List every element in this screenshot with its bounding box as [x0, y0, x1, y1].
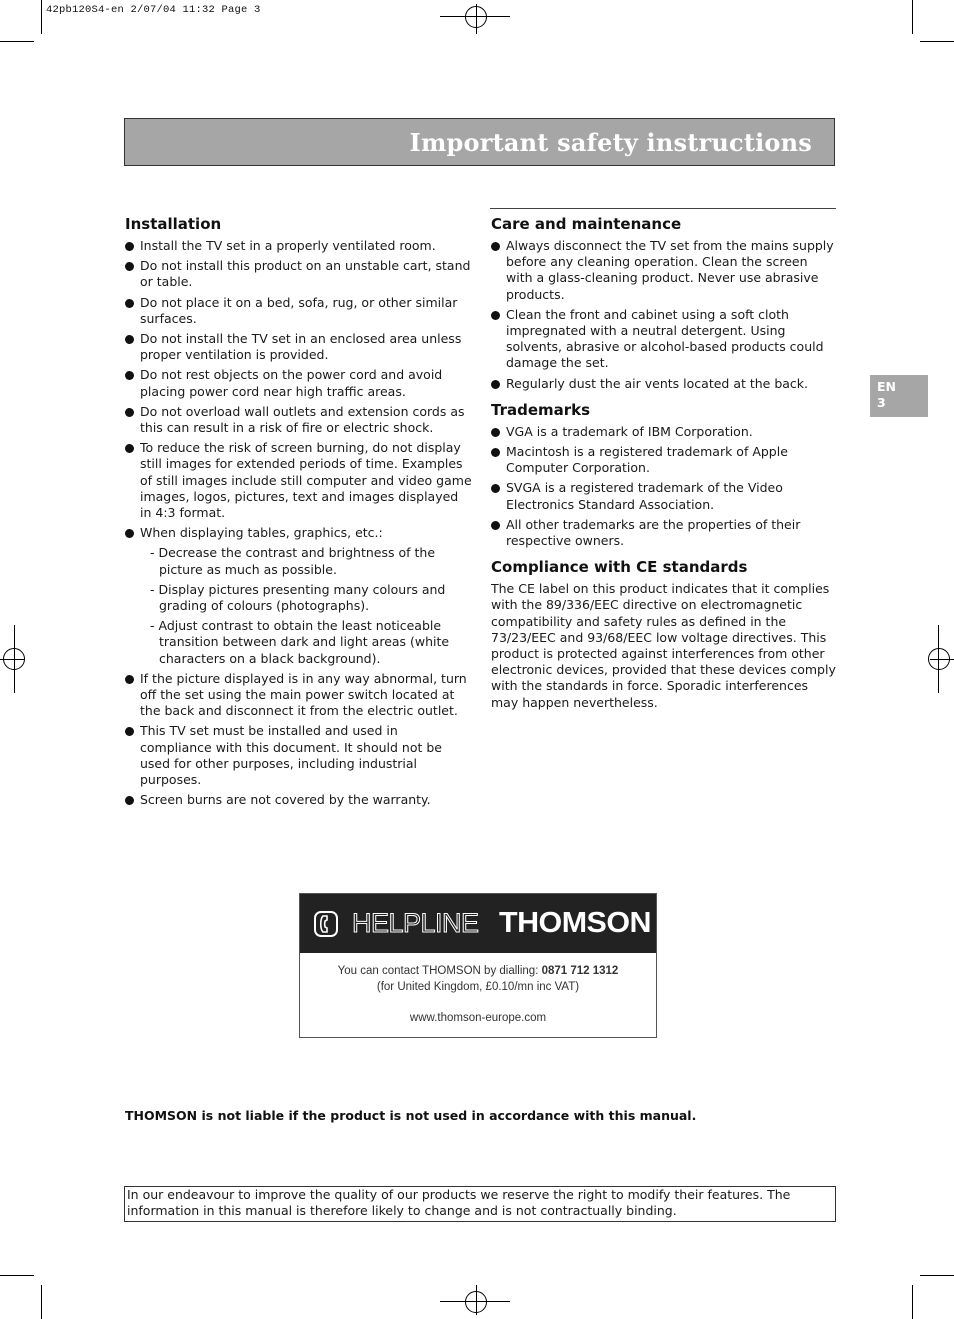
language-page-tab [870, 375, 928, 417]
registration-circle [465, 1291, 487, 1313]
thomson-logo: THOMSON [498, 907, 651, 939]
crop-mark [920, 1275, 954, 1276]
page-title: Important safety instructions [409, 127, 812, 157]
list-item: Screen burns are not covered by the warranty. [125, 792, 473, 808]
crop-mark [912, 0, 913, 34]
list-item: Do not rest objects on the power cord and avoid placing power cord near high traffic areas. [125, 367, 473, 399]
list-item: When displaying tables, graphics, etc.: [125, 525, 473, 541]
disclaimer-brand: THOMSON [125, 1108, 198, 1123]
list-item: SVGA is a registered trademark of the Video Electronics Standard Association. [491, 480, 836, 512]
sub-list-item: - Display pictures presenting many colours and grading of colours (photographs). [150, 581, 446, 614]
right-column-rule [490, 208, 836, 209]
trademarks-list [491, 424, 836, 549]
list-item: Regularly dust the air vents located at the back. [491, 376, 836, 392]
installation-section [125, 214, 473, 813]
list-item: VGA is a trademark of IBM Corporation. [491, 424, 836, 440]
helpline-url[interactable]: www.thomson-europe.com [409, 1012, 547, 1024]
crop-mark [0, 41, 34, 42]
sub-list-item: - Adjust contrast to obtain the least noticeable transition between dark and light areas (white characters on a black background). [150, 618, 450, 666]
helpline-banner [300, 894, 656, 953]
registration-circle [928, 648, 950, 670]
list-item: Clean the front and cabinet using a soft cloth impregnated with a neutral detergent. Using solvents, abrasive or alcohol-based products could damage the set. [491, 307, 836, 372]
registration-circle [3, 648, 25, 670]
notice-text: In our endeavour to improve the quality of our products we reserve the right to modify their features. The information in this manual is therefore likely to change and is not contractually binding. [127, 1187, 791, 1218]
list-item: Do not overload wall outlets and extension cords as this can result in a risk of fire or electric shock. [125, 404, 473, 436]
crop-mark [912, 1285, 913, 1319]
page-number: 3 [877, 395, 886, 410]
list-item: To reduce the risk of screen burning, do not display still images for extended periods of time. Examples of still images include still computer and video game images, logos, pictures, text and images displayed in 4:3 format. [125, 440, 473, 521]
list-item: Do not install this product on an unstable cart, stand or table. [125, 258, 473, 290]
helpline-contact [300, 963, 656, 979]
trademarks-heading: Trademarks [491, 400, 591, 419]
liability-disclaimer [125, 1108, 696, 1123]
compliance-text: The CE label on this product indicates that it complies with the 89/336/EEC directive on electromagnetic compatibility and safety rules as defined in the 73/23/EEC and 93/68/EEC low voltage directives. This product is protected against interferences from other electronic devices, provided that these devices comply with the standards in force. Sporadic interferences may happen nevertheless. [491, 581, 836, 710]
helpline-rate: (for United Kingdom, £0.10/mn inc VAT) [376, 981, 580, 993]
installation-heading: Installation [125, 215, 222, 233]
list-item: If the picture displayed is in any way abnormal, turn off the set using the main power switch located at the back and disconnect it from the electric outlet. [125, 671, 473, 720]
list-item: Do not place it on a bed, sofa, rug, or other similar surfaces. [125, 295, 473, 327]
helpline-details [300, 953, 656, 1026]
helpline-box [299, 893, 657, 1038]
installation-list-continued [125, 671, 473, 809]
right-column [491, 214, 836, 711]
list-item: Install the TV set in a properly ventilated room. [125, 238, 473, 254]
care-heading: Care and maintenance [491, 215, 682, 233]
phone-icon [314, 911, 338, 937]
compliance-heading: Compliance with CE standards [491, 558, 748, 577]
contact-prefix: You can contact THOMSON by dialling: [337, 965, 542, 977]
display-tips-list [125, 545, 473, 666]
disclaimer-text: is not liable if the product is not used in accordance with this manual. [197, 1108, 697, 1123]
list-item: Do not install the TV set in an enclosed area unless proper ventilation is provided. [125, 331, 473, 363]
crop-mark [0, 1275, 34, 1276]
title-bar [124, 118, 835, 166]
print-slug: 42pb120S4-en 2/07/04 11:32 Page 3 [46, 4, 261, 16]
helpline-phone: 0871 712 1312 [541, 965, 619, 977]
helpline-label: HELPLINE [352, 908, 479, 938]
crop-mark [920, 41, 954, 42]
list-item: Macintosh is a registered trademark of Apple Computer Corporation. [491, 444, 836, 476]
language-label: EN [877, 379, 897, 394]
list-item: This TV set must be installed and used in compliance with this document. It should not be used for other purposes, including industrial purposes. [125, 723, 473, 788]
list-item: All other trademarks are the properties of their respective owners. [491, 517, 836, 549]
registration-circle [465, 6, 487, 28]
sub-list-item: - Decrease the contrast and brightness of the picture as much as possible. [150, 545, 436, 577]
crop-mark [41, 1285, 42, 1319]
installation-list [125, 238, 473, 541]
list-item: Always disconnect the TV set from the mains supply before any cleaning operation. Clean the screen with a glass-cleaning product. Never use abrasive products. [491, 238, 836, 303]
crop-mark [41, 0, 42, 34]
modification-notice [124, 1186, 836, 1222]
care-list [491, 238, 836, 392]
